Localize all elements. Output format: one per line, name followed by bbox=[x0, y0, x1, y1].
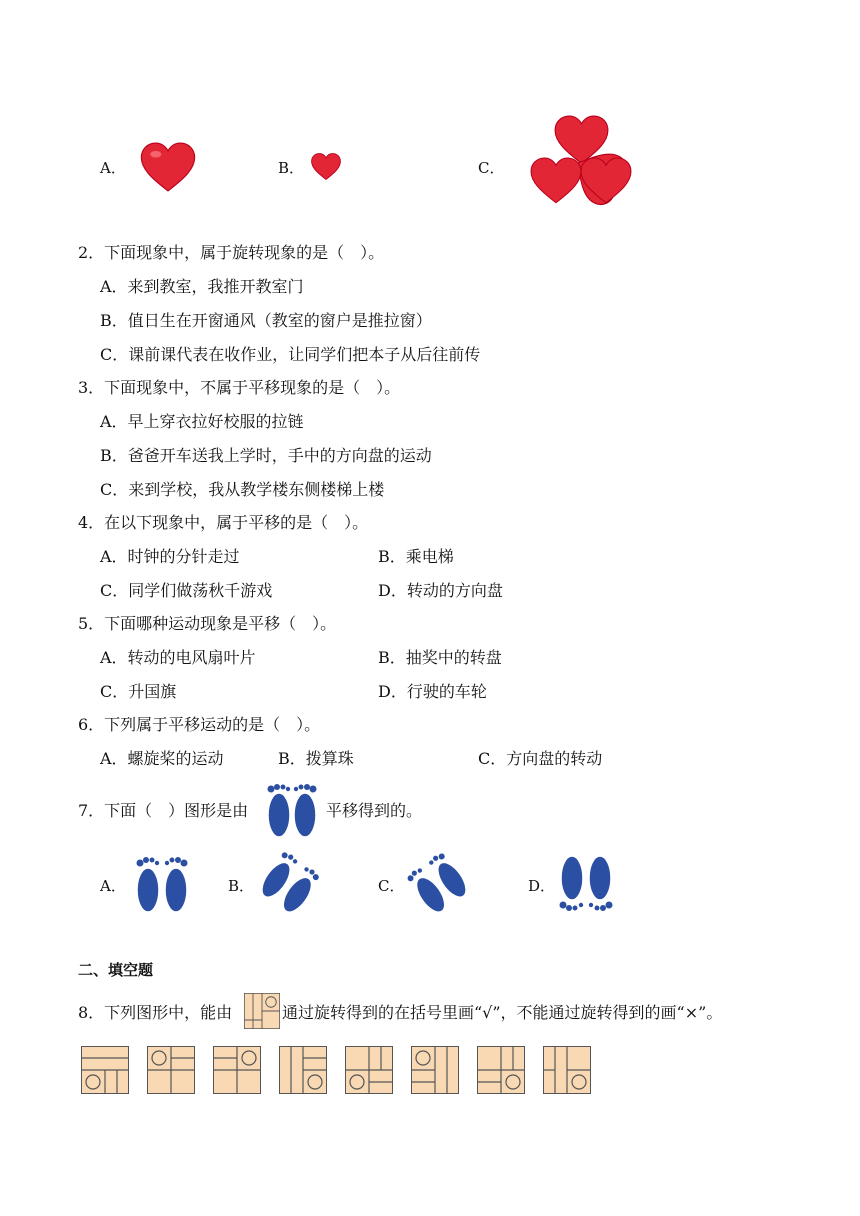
q1-heart-large bbox=[140, 142, 196, 192]
q7-option-b-footprints-icon[interactable] bbox=[254, 852, 324, 916]
q7-option-a-label[interactable]: A． bbox=[100, 877, 126, 895]
section-title: 二、填空题 bbox=[78, 961, 154, 979]
q8-stem-before: 8．下列图形中，能由 bbox=[78, 1003, 233, 1022]
q8-tile-2[interactable] bbox=[147, 1046, 195, 1094]
q7-option-d-footprints-icon[interactable] bbox=[554, 852, 620, 914]
q2-option-c[interactable]: C．课前课代表在收作业，让同学们把本子从后往前传 bbox=[100, 345, 481, 364]
q4-option-b[interactable]: B．乘电梯 bbox=[378, 547, 454, 566]
q2-option-b[interactable]: B．值日生在开窗通风（教室的窗户是推拉窗） bbox=[100, 311, 432, 330]
q1-heart-trio bbox=[528, 115, 630, 207]
q4-option-c[interactable]: C．同学们做荡秋千游戏 bbox=[100, 581, 273, 600]
q1-heart-small bbox=[311, 153, 341, 180]
q4-stem: 4．在以下现象中，属于平移的是（ ）。 bbox=[78, 513, 369, 532]
q1-option-b-label: B． bbox=[278, 159, 305, 177]
q7-stem-after: 平移得到的。 bbox=[326, 801, 423, 820]
q1-option-c-label: C． bbox=[478, 159, 505, 177]
q7-option-c-label[interactable]: C． bbox=[378, 877, 405, 895]
q7-option-d-label[interactable]: D． bbox=[528, 877, 556, 895]
q8-stem-after: 通过旋转得到的在括号里画“√”，不能通过旋转得到的画“×”。 bbox=[282, 1003, 723, 1022]
q5-option-a[interactable]: A．转动的电风扇叶片 bbox=[100, 648, 256, 667]
q3-option-b[interactable]: B．爸爸开车送我上学时，手中的方向盘的运动 bbox=[100, 446, 432, 465]
q1-option-a-label: A． bbox=[100, 159, 126, 177]
q3-stem: 3．下面现象中，不属于平移现象的是（ ）。 bbox=[78, 378, 401, 397]
q4-option-d[interactable]: D．转动的方向盘 bbox=[378, 581, 503, 600]
q6-option-c[interactable]: C．方向盘的转动 bbox=[478, 749, 603, 768]
q5-stem: 5．下面哪种运动现象是平移（ ）。 bbox=[78, 614, 337, 633]
q5-option-b[interactable]: B．抽奖中的转盘 bbox=[378, 648, 502, 667]
q2-option-a[interactable]: A．来到教室，我推开教室门 bbox=[100, 277, 304, 296]
q6-option-a[interactable]: A．螺旋桨的运动 bbox=[100, 749, 224, 768]
q8-reference-tile-icon bbox=[244, 993, 280, 1029]
q8-tile-7[interactable] bbox=[477, 1046, 525, 1094]
q4-option-a[interactable]: A．时钟的分针走过 bbox=[100, 547, 240, 566]
q7-footprints-reference-icon bbox=[259, 781, 325, 841]
q6-stem: 6．下列属于平移运动的是（ ）。 bbox=[78, 715, 321, 734]
q3-option-c[interactable]: C．来到学校，我从教学楼东侧楼梯上楼 bbox=[100, 480, 385, 499]
q8-tile-4[interactable] bbox=[279, 1046, 327, 1094]
q8-tile-1[interactable] bbox=[81, 1046, 129, 1094]
q7-option-a-footprints-icon[interactable] bbox=[128, 854, 198, 916]
q6-option-b[interactable]: B．拨算珠 bbox=[278, 749, 354, 768]
q8-tile-8[interactable] bbox=[543, 1046, 591, 1094]
q7-option-b-label[interactable]: B． bbox=[228, 877, 255, 895]
q5-option-d[interactable]: D．行驶的车轮 bbox=[378, 682, 487, 701]
q7-stem-before: 7．下面（ ）图形是由 bbox=[78, 801, 249, 820]
q8-tile-6[interactable] bbox=[411, 1046, 459, 1094]
q7-option-c-footprints-icon[interactable] bbox=[404, 852, 474, 916]
q8-tile-3[interactable] bbox=[213, 1046, 261, 1094]
q5-option-c[interactable]: C．升国旗 bbox=[100, 682, 177, 701]
q3-option-a[interactable]: A．早上穿衣拉好校服的拉链 bbox=[100, 412, 304, 431]
q2-stem: 2．下面现象中，属于旋转现象的是（ ）。 bbox=[78, 243, 385, 262]
q8-tile-5[interactable] bbox=[345, 1046, 393, 1094]
